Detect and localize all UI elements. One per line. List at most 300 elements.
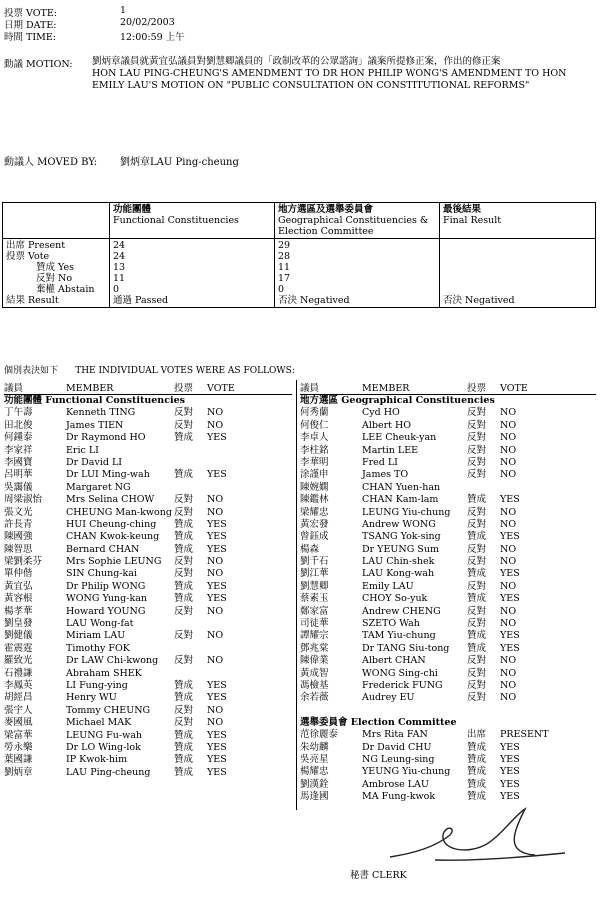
member-name-en: CHEUNG Man-kwong <box>66 506 172 518</box>
member-vote-cn: 反對 <box>174 494 194 506</box>
summary-table <box>2 202 596 308</box>
member-name-en: James TO <box>362 469 409 481</box>
member-row <box>300 432 596 444</box>
member-vote-en: NO <box>500 456 517 468</box>
member-vote-cn: 贊成 <box>467 630 487 642</box>
member-name-en: YEUNG Yiu-chung <box>362 766 451 778</box>
member-vote-cn: 反對 <box>174 556 194 568</box>
member-name-en: HUI Cheung-ching <box>66 518 157 530</box>
member-en-header: MEMBER <box>362 383 410 394</box>
member-name-en: Dr David CHU <box>362 741 432 753</box>
member-name-en: Cyd HO <box>362 407 400 419</box>
individual-heading-en: THE INDIVIDUAL VOTES WERE AS FOLLOWS: <box>75 366 295 376</box>
functional-rows <box>4 407 292 779</box>
member-row <box>300 630 596 642</box>
member-name-cn: 劉江華 <box>300 568 329 580</box>
summary-gc-values <box>275 239 440 308</box>
member-row <box>300 680 596 692</box>
member-name-cn: 司徒華 <box>300 618 329 630</box>
clerk-label: 秘書 CLERK <box>350 870 407 881</box>
final-header-cn: 最後結果 <box>443 204 482 215</box>
member-vote-en: YES <box>500 741 520 753</box>
member-row <box>300 779 596 791</box>
member-name-cn: 胡經昌 <box>4 692 33 704</box>
gc-header-en: Geographical Constituencies & Election Committee <box>278 215 429 237</box>
member-name-cn: 何俊仁 <box>300 419 329 431</box>
signature-scribble-icon <box>375 805 575 875</box>
member-name-cn: 劉皇發 <box>4 618 33 630</box>
time-value: 12:00:59 上午 <box>120 32 185 43</box>
member-vote-en: YES <box>500 753 520 765</box>
member-name-cn: 黃宏發 <box>300 518 329 530</box>
member-vote-en: NO <box>500 618 517 630</box>
member-cn-header: 議員 <box>300 383 320 394</box>
member-vote-cn: 反對 <box>467 556 487 568</box>
member-name-cn: 馬逢國 <box>300 791 329 803</box>
member-row <box>4 630 292 642</box>
member-name-cn: 李國寶 <box>4 456 33 468</box>
member-vote-cn: 贊成 <box>467 778 487 790</box>
member-row <box>4 717 292 729</box>
member-vote-en: YES <box>207 531 227 543</box>
member-name-en: LEUNG Yiu-chung <box>362 506 451 518</box>
member-name-cn: 劉健儀 <box>4 630 33 642</box>
member-vote-en: NO <box>500 419 517 431</box>
member-row <box>4 680 292 692</box>
member-vote-en: NO <box>500 556 517 568</box>
member-vote-cn: 贊成 <box>174 432 194 444</box>
summary-fc-header <box>110 203 275 239</box>
member-vote-cn: 反對 <box>467 667 487 679</box>
member-vote-en: YES <box>207 580 227 592</box>
member-vote-cn: 反對 <box>467 679 487 691</box>
member-vote-en <box>500 482 545 494</box>
gc-header-cn: 地方選區及選舉委員會 <box>278 204 374 215</box>
member-vote-cn <box>174 482 207 494</box>
member-row <box>4 655 292 667</box>
member-name-en: Frederick FUNG <box>362 679 443 691</box>
member-vote-en: NO <box>500 543 517 555</box>
date-value: 20/02/2003 <box>120 17 175 28</box>
member-name-cn: 劉慧卿 <box>300 580 329 592</box>
member-vote-en: NO <box>207 655 224 667</box>
member-vote-cn: 贊成 <box>467 766 487 778</box>
member-row <box>300 618 596 630</box>
member-name-cn: 張宇人 <box>4 704 33 716</box>
member-name-cn: 鄭家富 <box>300 605 329 617</box>
member-name-en: CHAN Kam-lam <box>362 494 439 506</box>
member-vote-cn <box>174 618 207 630</box>
member-vote-en: NO <box>500 469 517 481</box>
member-vote-cn: 贊成 <box>174 469 194 481</box>
fc-no: 11 <box>113 273 126 284</box>
member-name-cn: 李鳳英 <box>4 679 33 691</box>
member-name-cn: 李華明 <box>300 456 329 468</box>
member-row <box>4 705 292 717</box>
member-name-en: Abraham SHEK <box>66 667 142 679</box>
member-vote-en: YES <box>207 543 227 555</box>
member-name-en: LAU Chin-shek <box>362 556 435 568</box>
member-name-en: Margaret NG <box>66 481 131 493</box>
member-name-en: Mrs Selina CHOW <box>66 494 155 506</box>
fc-present: 24 <box>113 240 126 251</box>
member-row <box>4 531 292 543</box>
member-vote-cn: 反對 <box>467 692 487 704</box>
member-name-en: NG Leung-sing <box>362 753 435 765</box>
member-vote-cn: 反對 <box>174 605 194 617</box>
member-vote-en: YES <box>500 778 520 790</box>
member-vote-cn <box>174 445 207 457</box>
time-label: 時間 TIME: <box>4 32 56 43</box>
fc-vote: 24 <box>113 251 126 262</box>
member-vote-cn <box>467 482 500 494</box>
summary-gc-header <box>275 203 440 239</box>
gc-no: 17 <box>278 273 291 284</box>
motion-text-en: HON LAU PING-CHEUNG'S AMENDMENT TO DR HON PHILIP WONG'S AMENDMENT TO HON EMILY LAU'S MOTION ON "PUBLIC CONSULTATION ON CONSTITUTIONAL REFORMS" <box>92 68 567 91</box>
member-vote-en <box>207 643 252 655</box>
member-row <box>300 791 596 803</box>
gc-present: 29 <box>278 240 291 251</box>
member-vote-en: NO <box>500 679 517 691</box>
member-row <box>4 519 292 531</box>
member-name-cn: 梁耀忠 <box>300 506 329 518</box>
summary-final-header <box>440 203 596 239</box>
member-name-en: Michael MAK <box>66 717 132 729</box>
member-row <box>4 432 292 444</box>
member-vote-en <box>207 482 252 494</box>
member-vote-en: NO <box>500 506 517 518</box>
member-row <box>300 507 596 519</box>
member-vote-cn: 反對 <box>467 580 487 592</box>
member-name-cn: 丁午壽 <box>4 407 33 419</box>
member-row <box>300 742 596 754</box>
member-en-header: MEMBER <box>66 383 114 394</box>
member-row <box>300 519 596 531</box>
member-name-cn: 李卓人 <box>300 432 329 444</box>
member-vote-cn: 反對 <box>174 419 194 431</box>
member-vote-en: YES <box>207 518 227 530</box>
geographical-header-row <box>300 380 596 395</box>
date-label: 日期 DATE: <box>4 20 57 31</box>
member-name-en: Martin LEE <box>362 444 419 456</box>
member-name-en: IP Kwok-him <box>66 754 128 766</box>
member-name-en: LAU Ping-cheung <box>66 766 151 778</box>
summary-row-labels <box>3 239 110 308</box>
vote-cn-header: 投票 <box>467 383 487 394</box>
member-vote-en: YES <box>207 754 227 766</box>
member-name-cn: 陳智思 <box>4 543 33 555</box>
member-row <box>300 469 596 481</box>
member-name-en: TSANG Yok-sing <box>362 531 441 543</box>
member-row <box>300 568 596 580</box>
member-vote-en: YES <box>207 692 227 704</box>
member-name-cn: 朱幼麟 <box>300 741 329 753</box>
gc-abstain: 0 <box>278 284 285 295</box>
member-row <box>4 742 292 754</box>
member-row <box>4 692 292 704</box>
member-vote-en: NO <box>500 692 517 704</box>
member-vote-cn: 反對 <box>467 605 487 617</box>
member-vote-en: NO <box>500 518 517 530</box>
member-vote-en: YES <box>207 729 227 741</box>
member-vote-cn: 出席 <box>467 729 487 741</box>
member-name-en: Dr Raymond HO <box>66 432 146 444</box>
member-vote-en: NO <box>207 717 224 729</box>
member-vote-cn: 反對 <box>174 630 194 642</box>
member-name-en: Audrey EU <box>362 692 415 704</box>
member-vote-cn: 反對 <box>467 469 487 481</box>
member-vote-cn: 反對 <box>174 506 194 518</box>
member-name-cn: 陳國強 <box>4 531 33 543</box>
summary-final-value-cell <box>440 239 596 308</box>
member-name-en: Ambrose LAU <box>362 778 429 790</box>
member-vote-cn <box>174 457 207 469</box>
member-vote-en: NO <box>207 556 224 568</box>
member-row <box>4 507 292 519</box>
member-vote-en: YES <box>207 593 227 605</box>
member-name-en: Dr David LI <box>66 456 123 468</box>
member-name-en: Andrew CHENG <box>362 605 441 617</box>
member-vote-en: YES <box>207 469 227 481</box>
member-row <box>300 420 596 432</box>
member-name-en: LEUNG Fu-wah <box>66 729 143 741</box>
member-vote-cn: 反對 <box>467 432 487 444</box>
member-vote-cn: 反對 <box>467 518 487 530</box>
member-name-cn: 葉國謙 <box>4 754 33 766</box>
member-vote-cn: 反對 <box>467 543 487 555</box>
row-label-no: 反對 No <box>36 273 73 284</box>
member-name-cn: 楊孝華 <box>4 605 33 617</box>
functional-votes-table <box>4 380 292 779</box>
election-rows <box>300 729 596 803</box>
member-row <box>300 581 596 593</box>
member-name-en: WONG Yung-kan <box>66 593 147 605</box>
functional-header-row <box>4 380 292 395</box>
member-row <box>4 767 292 779</box>
member-vote-cn: 反對 <box>467 444 487 456</box>
member-vote-cn: 贊成 <box>467 494 487 506</box>
member-vote-en: YES <box>500 642 520 654</box>
member-vote-en: NO <box>207 605 224 617</box>
member-vote-cn: 贊成 <box>174 580 194 592</box>
member-row <box>4 482 292 494</box>
row-label-vote: 投票 Vote <box>6 251 50 262</box>
member-vote-cn: 反對 <box>467 407 487 419</box>
member-row <box>4 581 292 593</box>
member-name-cn: 黃宜弘 <box>4 580 33 592</box>
member-row <box>300 457 596 469</box>
member-vote-en <box>207 668 252 680</box>
vote-label: 投票 VOTE: <box>4 8 57 19</box>
vote-en-header: VOTE <box>500 383 528 394</box>
member-name-cn: 何鍾泰 <box>4 432 33 444</box>
member-vote-en <box>207 457 252 469</box>
member-row <box>4 407 292 419</box>
individual-heading <box>4 363 295 376</box>
member-row <box>300 407 596 419</box>
member-name-cn: 何秀蘭 <box>300 407 329 419</box>
member-vote-cn: 贊成 <box>174 766 194 778</box>
member-name-en: SIN Chung-kai <box>66 568 137 580</box>
fc-header-cn: 功能團體 <box>113 204 152 215</box>
member-vote-cn: 反對 <box>174 407 194 419</box>
member-name-cn: 霍震霆 <box>4 642 33 654</box>
member-vote-en: YES <box>207 679 227 691</box>
gc-yes: 11 <box>278 262 291 273</box>
member-vote-en: YES <box>500 531 520 543</box>
member-vote-cn: 贊成 <box>174 729 194 741</box>
member-name-en: Miriam LAU <box>66 630 126 642</box>
member-name-cn: 劉漢銓 <box>300 778 329 790</box>
member-row <box>4 668 292 680</box>
member-vote-cn: 贊成 <box>174 531 194 543</box>
member-row <box>300 531 596 543</box>
geographical-votes-table <box>300 380 596 804</box>
member-name-cn: 羅致光 <box>4 655 33 667</box>
member-vote-cn: 反對 <box>467 506 487 518</box>
member-name-en: Emily LAU <box>362 580 414 592</box>
member-name-en: Henry WU <box>66 692 117 704</box>
member-row <box>4 643 292 655</box>
member-row <box>4 754 292 766</box>
member-vote-cn: 贊成 <box>467 531 487 543</box>
member-row <box>300 445 596 457</box>
member-vote-en: YES <box>500 630 520 642</box>
member-name-en: CHAN Yuen-han <box>362 481 441 493</box>
member-name-en: Howard YOUNG <box>66 605 146 617</box>
member-name-en: Dr Philip WONG <box>66 580 146 592</box>
member-row <box>4 606 292 618</box>
fc-yes: 13 <box>113 262 126 273</box>
vote-en-header: VOTE <box>207 383 235 394</box>
member-name-cn: 李柱銘 <box>300 444 329 456</box>
member-vote-cn: 贊成 <box>174 518 194 530</box>
member-row <box>300 729 596 741</box>
member-row <box>4 556 292 568</box>
member-vote-cn <box>174 668 207 680</box>
member-vote-cn: 贊成 <box>174 692 194 704</box>
member-name-cn: 石禮謙 <box>4 667 33 679</box>
member-name-en: LI Fung-ying <box>66 679 128 691</box>
member-name-en: SZETO Wah <box>362 618 420 630</box>
member-vote-cn: 反對 <box>174 568 194 580</box>
member-vote-cn: 贊成 <box>467 741 487 753</box>
member-vote-en: NO <box>207 704 224 716</box>
member-name-en: Dr TANG Siu-tong <box>362 642 450 654</box>
member-vote-cn: 反對 <box>467 456 487 468</box>
member-name-en: Albert CHAN <box>362 655 426 667</box>
motion-text <box>92 56 592 92</box>
fc-result: 通過 Passed <box>113 295 169 306</box>
moved-by-value: 劉炳章LAU Ping-cheung <box>120 157 239 168</box>
member-name-cn: 吳靄儀 <box>4 481 33 493</box>
gc-result: 否決 Negatived <box>278 295 350 306</box>
functional-section-title: 功能團體 Functional Constituencies <box>4 395 185 406</box>
member-name-en: CHOY So-yuk <box>362 593 428 605</box>
member-row <box>300 766 596 778</box>
member-vote-en: NO <box>207 506 224 518</box>
member-row <box>4 494 292 506</box>
member-name-cn: 吳亮星 <box>300 753 329 765</box>
member-row <box>300 668 596 680</box>
member-name-en: Dr LO Wing-lok <box>66 741 141 753</box>
member-name-en: Dr LUI Ming-wah <box>66 469 150 481</box>
member-vote-en: NO <box>500 432 517 444</box>
member-row <box>4 457 292 469</box>
member-name-en: LAU Wong-fat <box>66 618 134 630</box>
member-name-cn: 單仲偕 <box>4 568 33 580</box>
member-vote-en: YES <box>207 432 227 444</box>
member-name-cn: 張文光 <box>4 506 33 518</box>
member-vote-en: NO <box>500 655 517 667</box>
member-name-en: Kenneth TING <box>66 407 136 419</box>
member-vote-cn: 反對 <box>174 704 194 716</box>
member-vote-cn: 反對 <box>467 618 487 630</box>
member-name-cn: 涂謹申 <box>300 469 329 481</box>
member-name-cn: 周梁淑怡 <box>4 494 43 506</box>
member-vote-en: YES <box>500 494 520 506</box>
member-name-cn: 劉炳章 <box>4 766 33 778</box>
member-vote-en <box>207 445 252 457</box>
member-name-cn: 梁富華 <box>4 729 33 741</box>
member-name-cn: 田北俊 <box>4 419 33 431</box>
member-name-en: TAM Yiu-chung <box>362 630 436 642</box>
member-name-cn: 呂明華 <box>4 469 33 481</box>
member-name-en: Dr LAW Chi-kwong <box>66 655 159 667</box>
member-row <box>4 618 292 630</box>
member-vote-en: YES <box>500 766 520 778</box>
member-name-en: LAU Kong-wah <box>362 568 435 580</box>
vote-cn-header: 投票 <box>174 383 194 394</box>
section-spacer <box>300 705 596 717</box>
member-row <box>300 494 596 506</box>
member-name-cn: 勞永樂 <box>4 741 33 753</box>
member-vote-en: YES <box>500 791 520 803</box>
member-vote-cn: 贊成 <box>174 543 194 555</box>
member-vote-cn: 贊成 <box>174 593 194 605</box>
member-name-en: Mrs Sophie LEUNG <box>66 556 162 568</box>
member-name-en: Albert HO <box>362 419 412 431</box>
row-label-result: 結果 Result <box>6 295 59 306</box>
member-name-cn: 許長青 <box>4 518 33 530</box>
column-divider <box>296 380 297 810</box>
member-name-cn: 楊森 <box>300 543 320 555</box>
member-vote-en: YES <box>207 766 227 778</box>
member-vote-cn: 贊成 <box>174 754 194 766</box>
member-vote-cn: 贊成 <box>467 593 487 605</box>
moved-by-label: 動議人 MOVED BY: <box>4 157 98 168</box>
member-name-cn: 麥國風 <box>4 717 33 729</box>
geographical-section-title: 地方選區 Geographical Constituencies <box>300 395 495 406</box>
member-name-cn: 鄧兆棠 <box>300 642 329 654</box>
member-vote-en: NO <box>207 630 224 642</box>
member-cn-header: 議員 <box>4 383 24 394</box>
member-vote-cn: 反對 <box>467 419 487 431</box>
member-name-en: Mrs Rita FAN <box>362 729 428 741</box>
member-row <box>300 606 596 618</box>
member-name-en: MA Fung-kwok <box>362 791 436 803</box>
member-name-en: LEE Cheuk-yan <box>362 432 437 444</box>
member-vote-en <box>207 618 252 630</box>
member-row <box>4 730 292 742</box>
member-vote-en: NO <box>207 568 224 580</box>
election-section-title: 選舉委員會 Election Committee <box>300 716 457 728</box>
member-vote-en: NO <box>500 407 517 419</box>
member-vote-cn: 贊成 <box>174 679 194 691</box>
member-vote-en: NO <box>207 407 224 419</box>
member-name-cn: 陳鑑林 <box>300 494 329 506</box>
member-name-cn: 馮檢基 <box>300 679 329 691</box>
